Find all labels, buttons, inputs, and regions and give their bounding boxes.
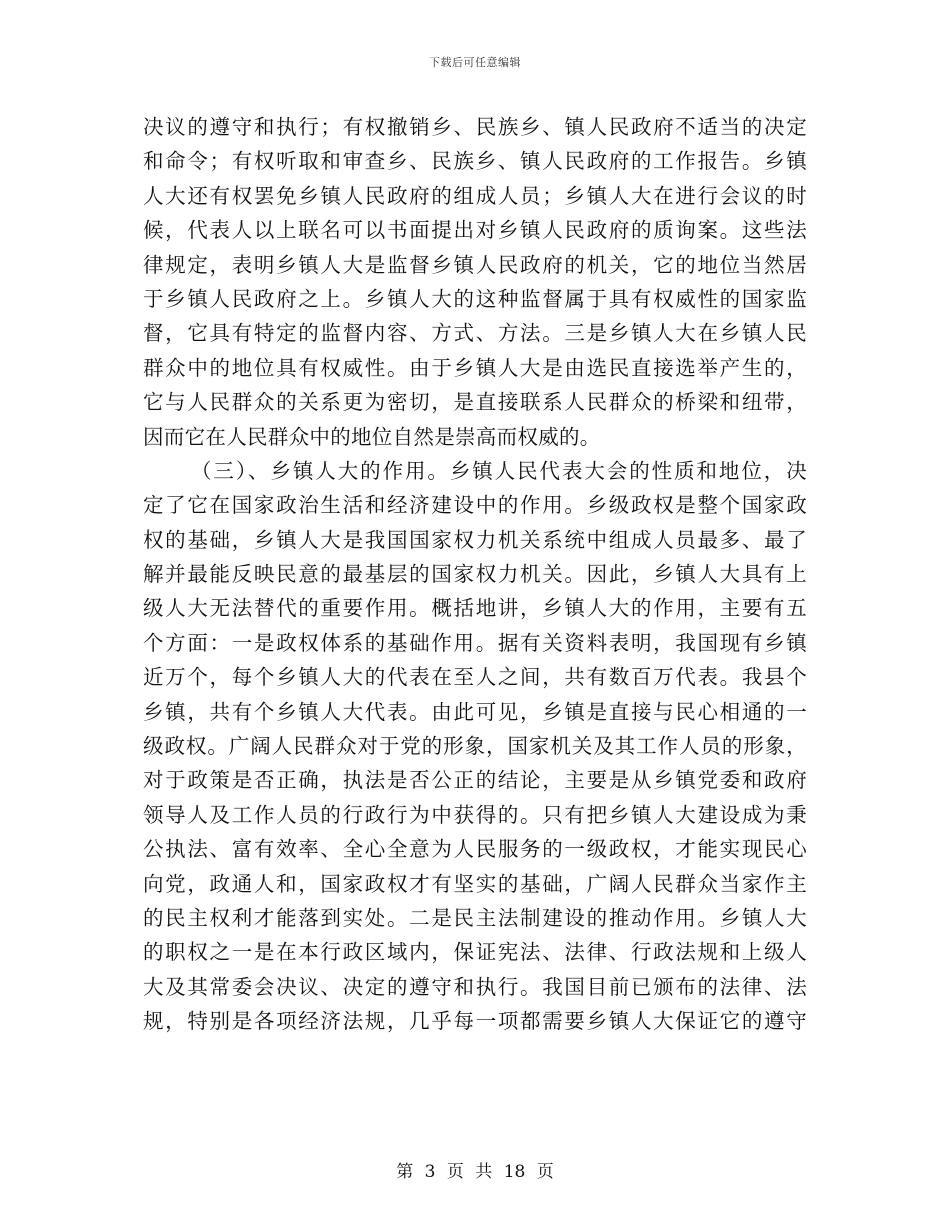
text-line: 它与人民群众的关系更为密切，是直接联系人民群众的桥梁和纽带， xyxy=(143,390,807,415)
text-line: 于乡镇人民政府之上。乡镇人大的这种监督属于具有权威性的国家监 xyxy=(143,286,807,311)
text-line: 领导人及工作人员的行政行为中获得的。只有把乡镇人大建设成为秉 xyxy=(143,802,807,827)
text-line: 律规定，表明乡镇人大是监督乡镇人民政府的机关，它的地位当然居 xyxy=(143,252,807,277)
document-body xyxy=(143,110,807,1039)
text-line: 乡镇，共有个乡镇人大代表。由此可见，乡镇是直接与民心相通的一 xyxy=(143,699,807,724)
text-line: （三）、乡镇人大的作用。乡镇人民代表大会的性质和地位，决 xyxy=(191,458,807,483)
text-line: 群众中的地位具有权威性。由于乡镇人大是由选民直接选举产生的， xyxy=(143,355,807,380)
text-line: 因而它在人民群众中的地位自然是崇高而权威的。 xyxy=(143,424,601,449)
text-line: 督，它具有特定的监督内容、方式、方法。三是乡镇人大在乡镇人民 xyxy=(143,321,807,346)
text-line: 级政权。广阔人民群众对于党的形象，国家机关及其工作人员的形象， xyxy=(143,734,807,759)
text-line: 候，代表人以上联名可以书面提出对乡镇人民政府的质询案。这些法 xyxy=(143,218,807,243)
text-line: 级人大无法替代的重要作用。概括地讲，乡镇人大的作用，主要有五 xyxy=(143,596,807,621)
text-line: 的职权之一是在本行政区域内，保证宪法、法律、行政法规和上级人 xyxy=(143,940,807,965)
text-line: 人大还有权罢免乡镇人民政府的组成人员；乡镇人大在进行会议的时 xyxy=(143,183,807,208)
text-line: 公执法、富有效率、全心全意为人民服务的一级政权，才能实现民心 xyxy=(143,837,807,862)
text-line: 定了它在国家政治生活和经济建设中的作用。乡级政权是整个国家政 xyxy=(143,493,807,518)
text-line: 解并最能反映民意的最基层的国家权力机关。因此，乡镇人大具有上 xyxy=(143,562,807,587)
text-line: 决议的遵守和执行；有权撤销乡、民族乡、镇人民政府不适当的决定 xyxy=(143,115,807,139)
text-line: 的民主权利才能落到实处。二是民主法制建设的推动作用。乡镇人大 xyxy=(143,905,807,930)
text-line: 大及其常委会决议、决定的遵守和执行。我国目前已颁布的法律、法 xyxy=(143,974,807,999)
text-line: 规，特别是各项经济法规，几乎每一项都需要乡镇人大保证它的遵守 xyxy=(143,1009,807,1034)
text-line: 对于政策是否正确，执法是否公正的结论，主要是从乡镇党委和政府 xyxy=(143,768,807,793)
text-line: 和命令；有权听取和审查乡、民族乡、镇人民政府的工作报告。乡镇 xyxy=(143,149,807,174)
page-header: 下载后可任意编辑 xyxy=(429,56,521,69)
text-line: 权的基础，乡镇人大是我国国家权力机关系统中组成人员最多、最了 xyxy=(143,527,807,552)
text-line: 近万个，每个乡镇人大的代表在至人之间，共有数百万代表。我县个 xyxy=(143,665,807,690)
text-line: 向党，政通人和，国家政权才有坚实的基础，广阔人民群众当家作主 xyxy=(143,871,807,896)
page-number-footer: 第 3 页 共 18 页 xyxy=(396,1162,554,1182)
text-line: 个方面：一是政权体系的基础作用。据有关资料表明，我国现有乡镇 xyxy=(143,630,807,655)
